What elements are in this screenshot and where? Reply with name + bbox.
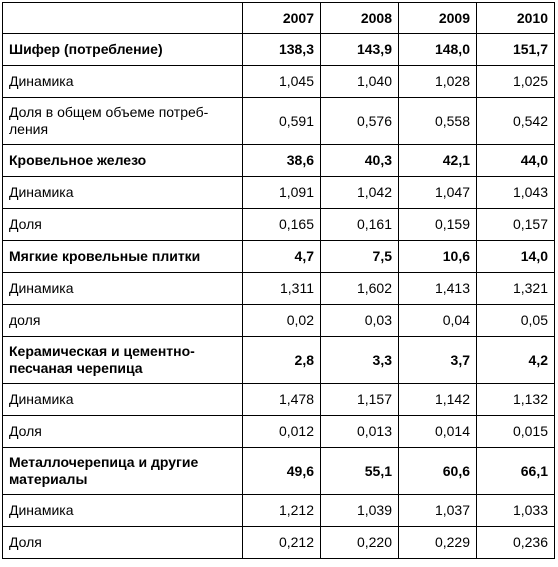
value-cell: 1,042 bbox=[321, 177, 399, 209]
value-cell: 1,212 bbox=[243, 495, 321, 527]
value-cell: 1,040 bbox=[321, 66, 399, 98]
value-cell: 49,6 bbox=[243, 448, 321, 495]
table-body bbox=[3, 34, 555, 559]
value-cell: 0,236 bbox=[477, 527, 555, 559]
value-cell: 0,591 bbox=[243, 98, 321, 145]
value-cell: 143,9 bbox=[321, 34, 399, 66]
table-row bbox=[3, 384, 555, 416]
row-label: Доля bbox=[3, 527, 243, 559]
value-cell: 40,3 bbox=[321, 145, 399, 177]
value-cell: 3,7 bbox=[399, 337, 477, 384]
value-cell: 0,015 bbox=[477, 416, 555, 448]
value-cell: 60,6 bbox=[399, 448, 477, 495]
year-header: 2009 bbox=[399, 3, 477, 34]
value-cell: 1,025 bbox=[477, 66, 555, 98]
value-cell: 0,212 bbox=[243, 527, 321, 559]
table-row bbox=[3, 448, 555, 495]
value-cell: 0,165 bbox=[243, 209, 321, 241]
row-label: Динамика bbox=[3, 273, 243, 305]
table-row bbox=[3, 177, 555, 209]
table-row bbox=[3, 337, 555, 384]
roofing-materials-table bbox=[2, 2, 555, 559]
row-label: доля bbox=[3, 305, 243, 337]
value-cell: 1,142 bbox=[399, 384, 477, 416]
value-cell: 10,6 bbox=[399, 241, 477, 273]
value-cell: 4,2 bbox=[477, 337, 555, 384]
value-cell: 0,012 bbox=[243, 416, 321, 448]
row-label: Динамика bbox=[3, 66, 243, 98]
value-cell: 1,028 bbox=[399, 66, 477, 98]
value-cell: 44,0 bbox=[477, 145, 555, 177]
table-container bbox=[2, 2, 555, 559]
row-label: Керамическая и цементно- песчаная черепица bbox=[3, 337, 243, 384]
value-cell: 0,558 bbox=[399, 98, 477, 145]
value-cell: 1,132 bbox=[477, 384, 555, 416]
value-cell: 3,3 bbox=[321, 337, 399, 384]
row-label: Доля bbox=[3, 209, 243, 241]
value-cell: 1,045 bbox=[243, 66, 321, 98]
row-label: Мягкие кровельные плитки bbox=[3, 241, 243, 273]
row-label: Металлочерепица и другие материалы bbox=[3, 448, 243, 495]
value-cell: 0,05 bbox=[477, 305, 555, 337]
year-header: 2010 bbox=[477, 3, 555, 34]
value-cell: 0,04 bbox=[399, 305, 477, 337]
table-row bbox=[3, 416, 555, 448]
value-cell: 0,542 bbox=[477, 98, 555, 145]
value-cell: 1,311 bbox=[243, 273, 321, 305]
table-row bbox=[3, 241, 555, 273]
table-row bbox=[3, 495, 555, 527]
value-cell: 55,1 bbox=[321, 448, 399, 495]
row-label: Доля в общем объеме потреб- ления bbox=[3, 98, 243, 145]
table-row bbox=[3, 209, 555, 241]
value-cell: 1,321 bbox=[477, 273, 555, 305]
table-header bbox=[3, 3, 555, 34]
value-cell: 7,5 bbox=[321, 241, 399, 273]
value-cell: 0,014 bbox=[399, 416, 477, 448]
table-row bbox=[3, 66, 555, 98]
year-header: 2008 bbox=[321, 3, 399, 34]
year-header: 2007 bbox=[243, 3, 321, 34]
value-cell: 4,7 bbox=[243, 241, 321, 273]
value-cell: 14,0 bbox=[477, 241, 555, 273]
table-row bbox=[3, 34, 555, 66]
table-row bbox=[3, 145, 555, 177]
value-cell: 0,576 bbox=[321, 98, 399, 145]
value-cell: 1,047 bbox=[399, 177, 477, 209]
table-row bbox=[3, 273, 555, 305]
value-cell: 138,3 bbox=[243, 34, 321, 66]
value-cell: 1,157 bbox=[321, 384, 399, 416]
value-cell: 42,1 bbox=[399, 145, 477, 177]
value-cell: 0,03 bbox=[321, 305, 399, 337]
header-row bbox=[3, 3, 555, 34]
value-cell: 1,033 bbox=[477, 495, 555, 527]
value-cell: 1,602 bbox=[321, 273, 399, 305]
value-cell: 1,037 bbox=[399, 495, 477, 527]
value-cell: 0,157 bbox=[477, 209, 555, 241]
value-cell: 2,8 bbox=[243, 337, 321, 384]
value-cell: 1,043 bbox=[477, 177, 555, 209]
value-cell: 66,1 bbox=[477, 448, 555, 495]
row-label: Кровельное железо bbox=[3, 145, 243, 177]
value-cell: 1,478 bbox=[243, 384, 321, 416]
value-cell: 38,6 bbox=[243, 145, 321, 177]
value-cell: 0,229 bbox=[399, 527, 477, 559]
value-cell: 151,7 bbox=[477, 34, 555, 66]
header-corner-cell bbox=[3, 3, 243, 34]
table-row bbox=[3, 527, 555, 559]
row-label: Динамика bbox=[3, 384, 243, 416]
row-label: Динамика bbox=[3, 495, 243, 527]
value-cell: 1,413 bbox=[399, 273, 477, 305]
row-label: Шифер (потребление) bbox=[3, 34, 243, 66]
value-cell: 0,220 bbox=[321, 527, 399, 559]
row-label: Динамика bbox=[3, 177, 243, 209]
value-cell: 0,013 bbox=[321, 416, 399, 448]
table-row bbox=[3, 305, 555, 337]
value-cell: 148,0 bbox=[399, 34, 477, 66]
table-row bbox=[3, 98, 555, 145]
value-cell: 0,161 bbox=[321, 209, 399, 241]
value-cell: 0,159 bbox=[399, 209, 477, 241]
row-label: Доля bbox=[3, 416, 243, 448]
value-cell: 0,02 bbox=[243, 305, 321, 337]
value-cell: 1,091 bbox=[243, 177, 321, 209]
value-cell: 1,039 bbox=[321, 495, 399, 527]
